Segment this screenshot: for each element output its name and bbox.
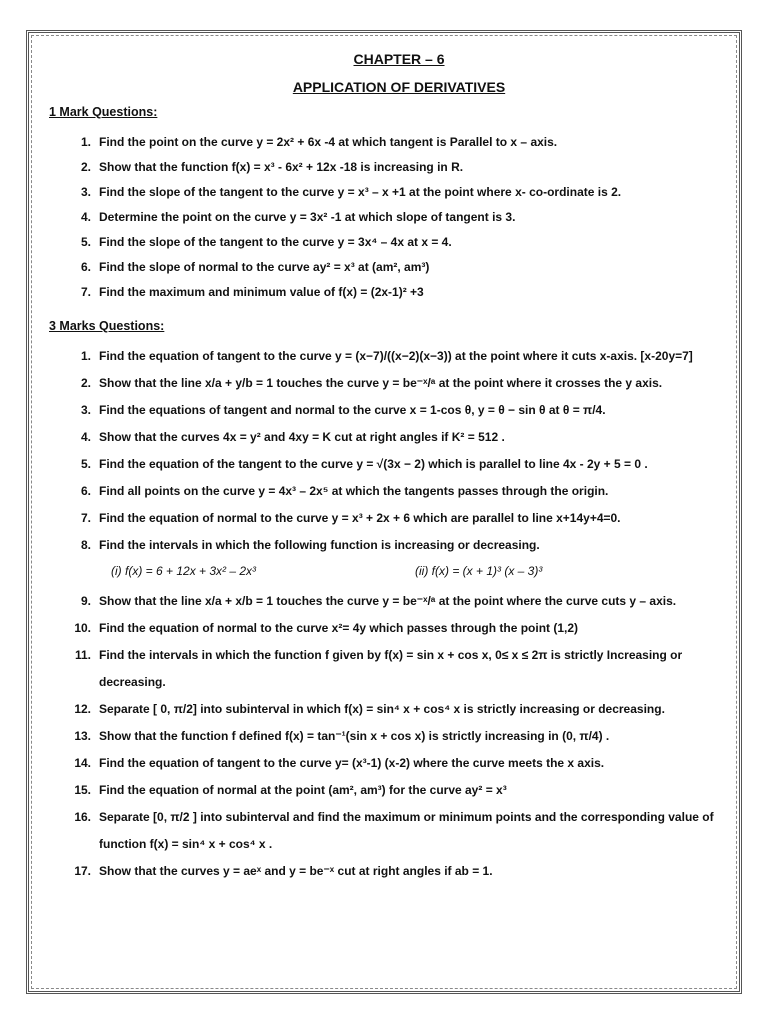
question-number: 15. xyxy=(74,783,91,797)
question-number: 6. xyxy=(80,260,91,274)
question-text: Find the equations of tangent and normal to the curve x = 1-cos θ, y = θ − sin θ at θ = π/4. xyxy=(99,403,606,417)
question-8-subparts xyxy=(49,564,719,578)
question-text: Determine the point on the curve y = 3x² -1 at which slope of tangent is 3. xyxy=(99,210,516,224)
question-list-1-mark xyxy=(49,133,719,301)
question-number: 4. xyxy=(80,430,91,444)
question-number: 10. xyxy=(74,621,91,635)
question-item xyxy=(49,619,719,637)
question-text: Show that the curves 4x = y² and 4xy = K cut at right angles if K² = 512 . xyxy=(99,430,505,444)
question-item xyxy=(49,509,719,527)
question-item xyxy=(49,646,719,664)
question-text: Find the equation of normal to the curve y = x³ + 2x + 6 which are parallel to line x+14y+4=0. xyxy=(99,511,621,525)
question-list-3-marks-last xyxy=(49,862,719,880)
question-text: Show that the function f defined f(x) = tan⁻¹(sin x + cos x) is strictly increasing in (0, π/4) . xyxy=(99,729,610,743)
question-11-continuation: decreasing. xyxy=(99,675,166,689)
question-number: 1. xyxy=(80,349,91,363)
question-item xyxy=(49,283,719,301)
question-item xyxy=(49,808,719,826)
question-number: 1. xyxy=(80,135,91,149)
question-text: Show that the function f(x) = x³ - 6x² + 12x -18 is increasing in R. xyxy=(99,160,464,174)
question-text: Find the equation of the tangent to the curve y = √(3x − 2) which is parallel to line 4x - 2y + 5 = 0 . xyxy=(99,457,648,471)
question-number: 12. xyxy=(74,702,91,716)
question-item xyxy=(49,133,719,151)
question-16-continuation: function f(x) = sin⁴ x + cos⁴ x . xyxy=(99,837,273,851)
section-heading-3-marks: 3 Marks Questions: xyxy=(49,319,165,333)
chapter-title: CHAPTER – 6 xyxy=(353,51,445,67)
question-item xyxy=(49,208,719,226)
question-number: 3. xyxy=(80,185,91,199)
question-text: Find all points on the curve y = 4x³ – 2x⁵ at which the tangents passes through the origin. xyxy=(99,484,609,498)
question-item xyxy=(49,862,719,880)
question-number: 2. xyxy=(80,376,91,390)
subpart-ii: (ii) f(x) = (x + 1)³ (x – 3)³ xyxy=(415,564,543,578)
question-text: Find the intervals in which the following function is increasing or decreasing. xyxy=(99,538,540,552)
question-number: 3. xyxy=(80,403,91,417)
question-number: 2. xyxy=(80,160,91,174)
question-item xyxy=(49,158,719,176)
question-text: Find the equation of normal to the curve x²= 4y which passes through the point (1,2) xyxy=(99,621,579,635)
question-item xyxy=(49,183,719,201)
question-list-3-marks-continued xyxy=(49,592,719,664)
question-item xyxy=(49,754,719,772)
question-number: 17. xyxy=(74,864,91,878)
question-item xyxy=(49,592,719,610)
question-text: Separate [ 0, π/2] into subinterval in which f(x) = sin⁴ x + cos⁴ x is strictly increasing or decreasing. xyxy=(99,702,665,716)
question-item xyxy=(49,428,719,446)
question-item xyxy=(49,727,719,745)
question-number: 4. xyxy=(80,210,91,224)
question-item xyxy=(49,455,719,473)
question-number: 5. xyxy=(80,235,91,249)
question-number: 7. xyxy=(80,511,91,525)
question-text: Find the slope of the tangent to the curve y = x³ – x +1 at the point where x- co-ordinate is 2. xyxy=(99,185,622,199)
question-item xyxy=(49,401,719,419)
question-list-3-marks xyxy=(49,347,719,554)
question-number: 11. xyxy=(74,648,91,662)
page-content xyxy=(49,51,719,889)
question-text: Find the maximum and minimum value of f(x) = (2x-1)² +3 xyxy=(99,285,424,299)
question-text: Show that the line x/a + y/b = 1 touches the curve y = be⁻ˣ/ᵃ at the point where it crosses the y axis. xyxy=(99,376,663,390)
question-item xyxy=(49,781,719,799)
question-text: Show that the line x/a + x/b = 1 touches the curve y = be⁻ˣ/ᵃ at the point where the curve cuts y – axis. xyxy=(99,594,677,608)
question-number: 16. xyxy=(74,810,91,824)
question-number: 13. xyxy=(74,729,91,743)
question-text: Find the slope of the tangent to the curve y = 3x⁴ – 4x at x = 4. xyxy=(99,235,452,249)
document-page xyxy=(26,30,742,994)
question-text: Find the equation of tangent to the curve y= (x³-1) (x-2) where the curve meets the x axis. xyxy=(99,756,605,770)
question-item xyxy=(49,374,719,392)
question-text: Separate [0, π/2 ] into subinterval and find the maximum or minimum points and the corresponding value of xyxy=(99,810,714,824)
question-item xyxy=(49,536,719,554)
question-text: Find the point on the curve y = 2x² + 6x -4 at which tangent is Parallel to x – axis. xyxy=(99,135,558,149)
subpart-i: (i) f(x) = 6 + 12x + 3x² – 2x³ xyxy=(111,564,257,578)
question-item xyxy=(49,482,719,500)
question-item xyxy=(49,258,719,276)
question-text: Find the equation of tangent to the curve y = (x−7)/((x−2)(x−3)) at the point where it cuts x-axis. [x-20y=7] xyxy=(99,349,693,363)
question-item xyxy=(49,347,719,365)
question-number: 14. xyxy=(74,756,91,770)
question-text: Find the intervals in which the function f given by f(x) = sin x + cos x, 0≤ x ≤ 2π is strictly Increasing or xyxy=(99,648,683,662)
question-number: 8. xyxy=(80,538,91,552)
question-number: 5. xyxy=(80,457,91,471)
section-heading-1-mark: 1 Mark Questions: xyxy=(49,105,158,119)
question-text: Show that the curves y = aeˣ and y = be⁻ˣ cut at right angles if ab = 1. xyxy=(99,864,493,878)
question-item xyxy=(49,700,719,718)
question-list-3-marks-more xyxy=(49,700,719,826)
question-item xyxy=(49,233,719,251)
document-title: APPLICATION OF DERIVATIVES xyxy=(292,79,506,95)
question-text: Find the slope of normal to the curve ay² = x³ at (am², am³) xyxy=(99,260,430,274)
question-text: Find the equation of normal at the point (am², am³) for the curve ay² = x³ xyxy=(99,783,507,797)
question-number: 9. xyxy=(80,594,91,608)
question-number: 7. xyxy=(80,285,91,299)
question-number: 6. xyxy=(80,484,91,498)
